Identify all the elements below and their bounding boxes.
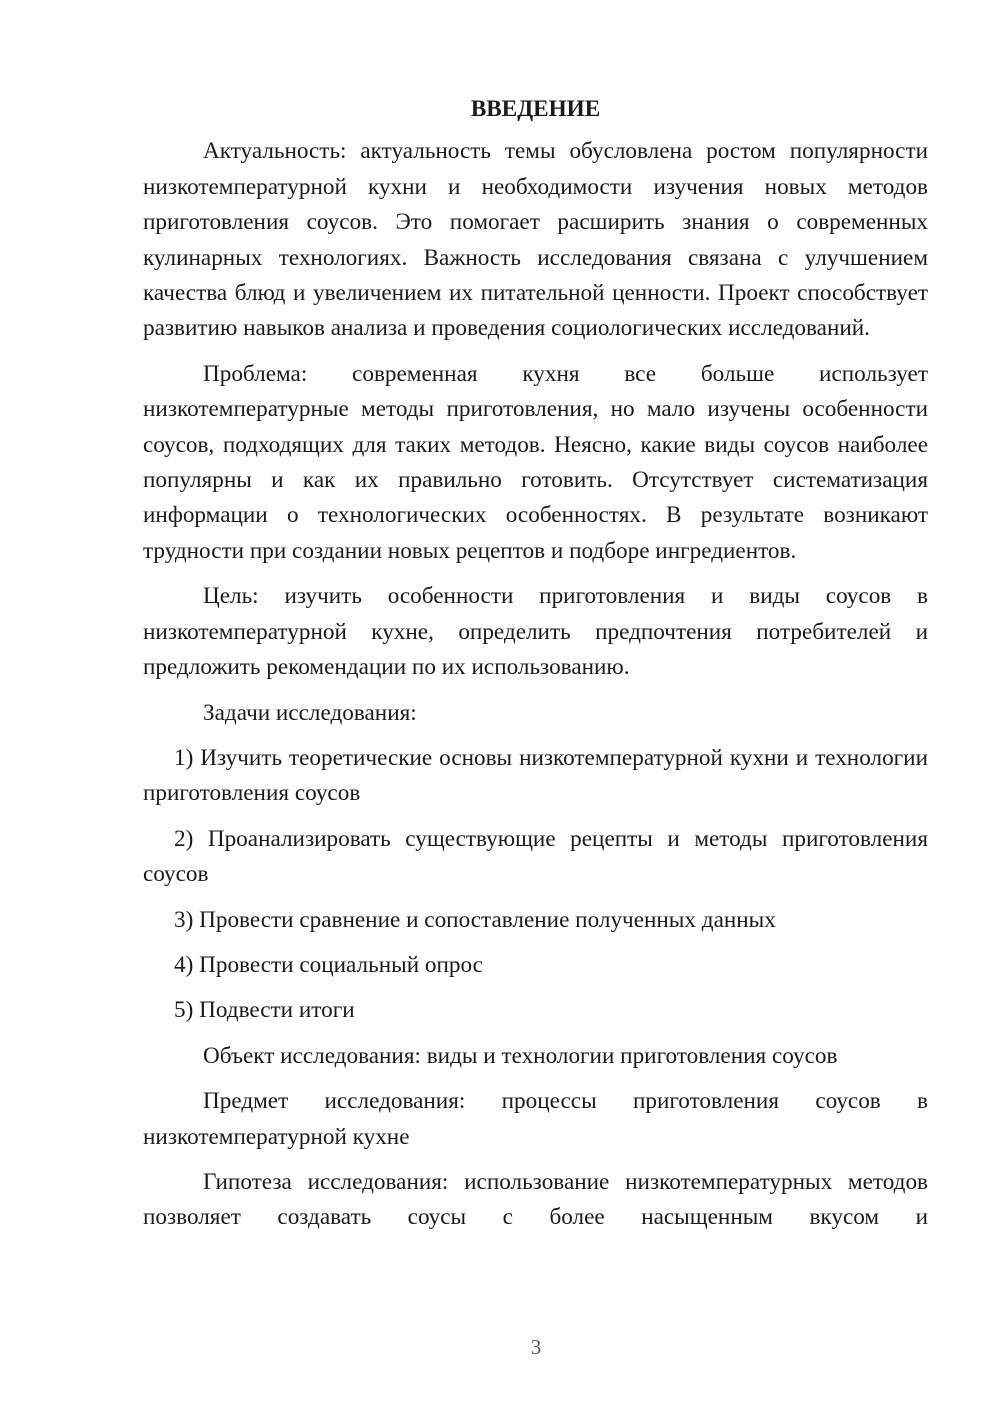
task-item-4: 4) Провести социальный опрос	[174, 951, 483, 978]
relevance-paragraph: Актуальность: актуальность темы обусловлена ростом популярности низкотемпературной кухни и необходимости изучения новых методов приготовления соусов. Это помогает расширить знания о современных кулинарных технологиях. Важность исследования связана с улучшением качества блюд и увеличением их питательной ценности. Проект способствует развитию навыков анализа и проведения социологических исследований.	[143, 138, 928, 342]
section-heading: ВВЕДЕНИЕ	[470, 96, 601, 122]
subject-paragraph: Предмет исследования: процессы приготовления соусов в низкотемпературной кухне	[143, 1088, 928, 1150]
object-paragraph: Объект исследования: виды и технологии приготовления соусов	[203, 1042, 838, 1069]
problem-paragraph: Проблема: современная кухня все больше использует низкотемпературные методы приготовления, но мало изучены особенности соусов, подходящих для таких методов. Неясно, какие виды соусов наиболее популярны и как их правильно готовить. Отсутствует систематизация информации о технологических особенностях. В результате возникают трудности при создании новых рецептов и подборе ингредиентов.	[143, 360, 928, 564]
hypothesis-paragraph: Гипотеза исследования: использование низкотемпературных методов позволяет создавать соусы с более насыщенным вкусом и	[143, 1168, 928, 1231]
tasks-heading: Задачи исследования:	[203, 699, 417, 726]
goal-paragraph: Цель: изучить особенности приготовления и виды соусов в низкотемпературной кухне, определить предпочтения потребителей и предложить рекомендации по их использованию.	[143, 583, 928, 681]
page-number: 3	[530, 1335, 542, 1359]
task-item-2: 2) Проанализировать существующие рецепты и методы приготовления соусов	[143, 825, 928, 888]
task-item-5: 5) Подвести итоги	[174, 997, 355, 1024]
task-item-3: 3) Провести сравнение и сопоставление полученных данных	[174, 906, 776, 933]
task-item-1: 1) Изучить теоретические основы низкотемпературной кухни и технологии приготовления соусов	[143, 744, 928, 807]
document-body	[143, 92, 928, 1246]
